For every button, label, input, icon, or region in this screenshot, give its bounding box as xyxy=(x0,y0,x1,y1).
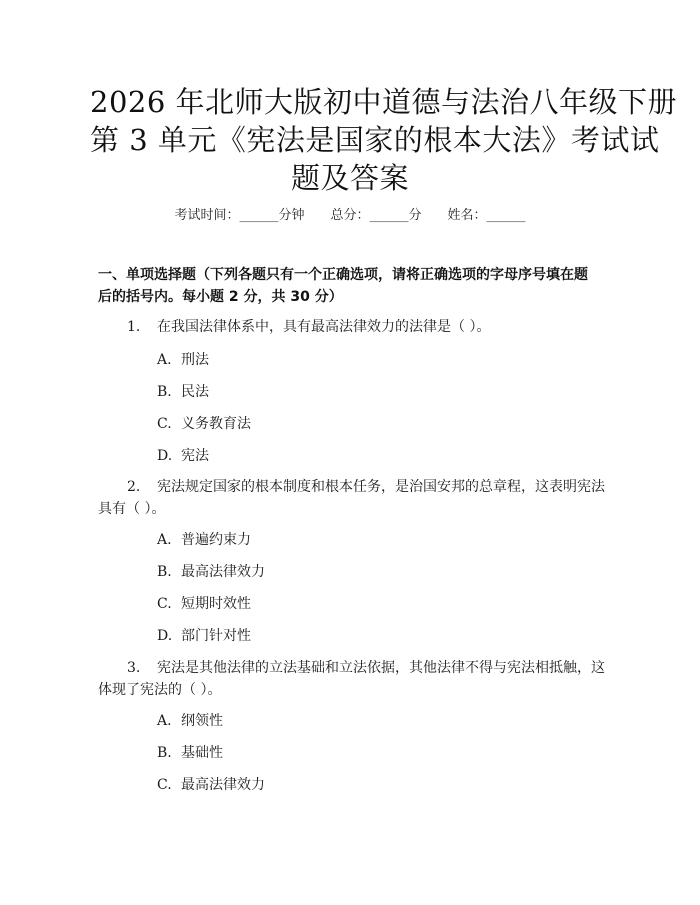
exam-name: 姓名：______ xyxy=(447,208,526,223)
option-letter: A. xyxy=(157,352,172,368)
question-text: 宪法规定国家的根本制度和根本任务，是治国安邦的总章程，这表明宪法 xyxy=(157,479,605,495)
option-text: 宪法 xyxy=(181,448,209,464)
option-text: 刑法 xyxy=(181,352,209,368)
option-1a xyxy=(157,350,209,370)
title-line-1: 2026 年北师大版初中道德与法治八年级下册 xyxy=(90,85,678,119)
option-text: 纲领性 xyxy=(181,713,223,729)
option-text: 最高法律效力 xyxy=(181,564,265,580)
option-text: 最高法律效力 xyxy=(181,777,265,793)
option-text: 普遍约束力 xyxy=(181,532,251,548)
option-letter: A. xyxy=(157,713,172,729)
section-heading-line-1: 一、单项选择题（下列各题只有一个正确选项，请将正确选项的字母序号填在题 xyxy=(98,267,588,283)
question-2 xyxy=(127,476,605,498)
option-2b xyxy=(157,562,265,582)
question-3-continued: 体现了宪法的（ ）。 xyxy=(98,682,222,698)
option-letter: A. xyxy=(157,532,172,548)
option-1c xyxy=(157,414,251,434)
exam-info xyxy=(0,207,700,225)
question-1 xyxy=(127,316,490,338)
option-letter: C. xyxy=(157,596,172,612)
option-letter: C. xyxy=(157,416,172,432)
question-3 xyxy=(127,657,605,679)
option-text: 民法 xyxy=(181,384,209,400)
exam-time: 考试时间：______分钟 xyxy=(174,208,305,223)
option-2c xyxy=(157,594,251,614)
option-letter: B. xyxy=(157,384,172,400)
option-letter: B. xyxy=(157,745,172,761)
option-text: 部门针对性 xyxy=(181,628,251,644)
option-letter: D. xyxy=(157,628,173,644)
question-text: 在我国法律体系中，具有最高法律效力的法律是（ ）。 xyxy=(157,319,491,335)
option-text: 短期时效性 xyxy=(181,596,251,612)
question-number: 2. xyxy=(127,479,141,495)
option-3c xyxy=(157,775,265,795)
question-number: 1. xyxy=(127,319,141,335)
option-2d xyxy=(157,626,251,646)
title-line-3: 题及答案 xyxy=(290,161,409,195)
option-letter: C. xyxy=(157,777,172,793)
option-letter: D. xyxy=(157,448,173,464)
section-heading-line-2: 后的括号内。每小题 2 分，共 30 分） xyxy=(98,289,343,305)
question-text: 宪法是其他法律的立法基础和立法依据，其他法律不得与宪法相抵触，这 xyxy=(157,660,605,676)
option-text: 基础性 xyxy=(181,745,223,761)
option-1b xyxy=(157,382,209,402)
title-line-2: 第 3 单元《宪法是国家的根本大法》考试试 xyxy=(90,123,660,157)
option-3b xyxy=(157,743,223,763)
option-text: 义务教育法 xyxy=(181,416,251,432)
option-letter: B. xyxy=(157,564,172,580)
question-number: 3. xyxy=(127,660,141,676)
question-2-continued: 具有（ ）。 xyxy=(98,501,166,517)
option-3a xyxy=(157,711,223,731)
exam-score: 总分：______分 xyxy=(330,208,422,223)
option-2a xyxy=(157,530,251,550)
option-1d xyxy=(157,446,209,466)
